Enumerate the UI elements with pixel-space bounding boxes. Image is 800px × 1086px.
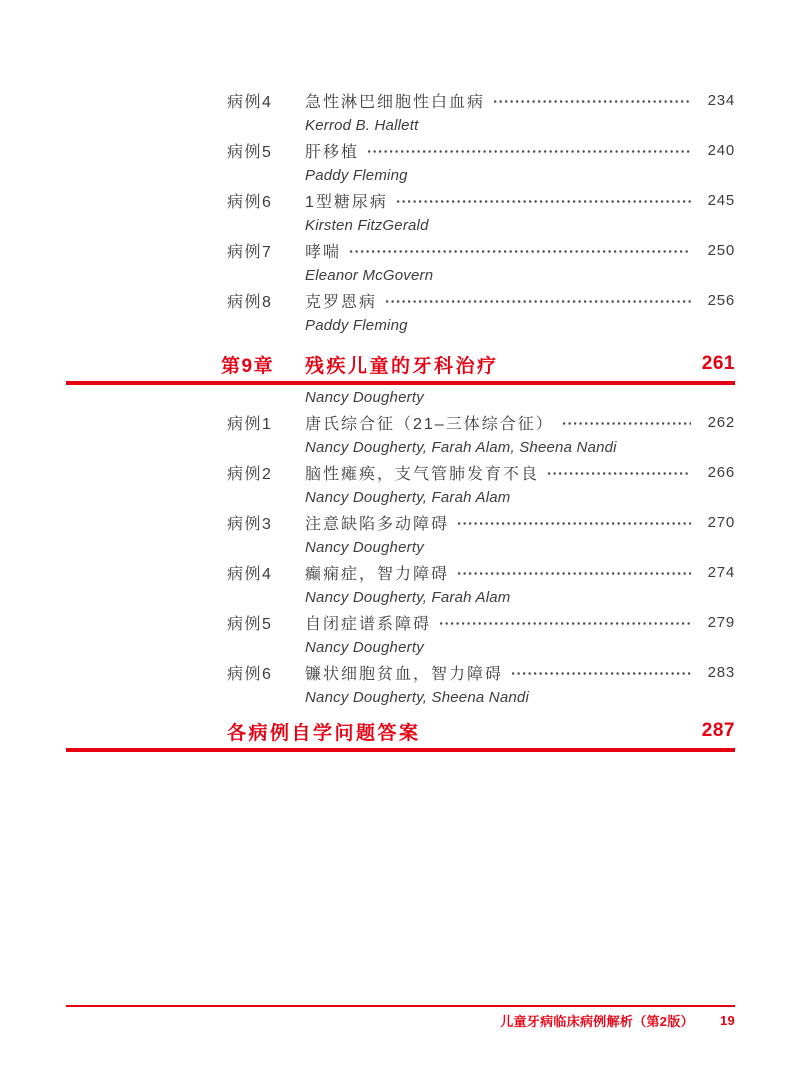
- case-title-row: [66, 138, 735, 163]
- answers-heading: [66, 718, 735, 744]
- case-page-number: 283: [707, 664, 735, 681]
- case-title: 肝移植: [305, 144, 360, 161]
- case-title-row: [66, 510, 735, 535]
- case-author-row: [66, 485, 735, 510]
- case-author-row: [66, 313, 735, 338]
- case-authors: Kirsten FitzGerald: [305, 217, 429, 234]
- case-title: 1型糖尿病: [305, 194, 388, 211]
- footer-text: [66, 1011, 735, 1030]
- case-page-number: 256: [707, 292, 735, 309]
- case-page-number: 279: [707, 614, 735, 631]
- case-title: 自闭症谱系障碍: [305, 616, 432, 633]
- toc-case-entry: [66, 510, 735, 560]
- case-authors: Nancy Dougherty: [305, 539, 424, 556]
- case-author-row: [66, 685, 735, 710]
- dot-leader: [548, 472, 691, 475]
- case-author-row: [66, 435, 735, 460]
- toc-case-entry: [66, 410, 735, 460]
- answers-section-rule: [66, 748, 735, 752]
- case-label: 病例5: [227, 616, 273, 633]
- case-title-row: [66, 560, 735, 585]
- toc-case-entry: [66, 460, 735, 510]
- case-label: 病例6: [227, 194, 273, 211]
- dot-leader: [350, 250, 691, 253]
- dot-leader: [386, 300, 691, 303]
- case-authors: Paddy Fleming: [305, 317, 408, 334]
- footer-rule: [66, 1005, 735, 1007]
- case-authors: Nancy Dougherty: [305, 639, 424, 656]
- case-page-number: 245: [707, 192, 735, 209]
- footer-page-number: 19: [719, 1012, 735, 1028]
- answers-title: 各病例自学问题答案: [227, 722, 421, 744]
- case-title-row: [66, 660, 735, 685]
- case-title-row: [66, 288, 735, 313]
- case-page-number: 240: [707, 142, 735, 159]
- dot-leader: [563, 422, 691, 425]
- chapter-page-number: 261: [701, 353, 735, 374]
- dot-leader: [368, 150, 691, 153]
- toc-case-entry: [66, 660, 735, 710]
- case-title-row: [66, 610, 735, 635]
- case-label: 病例4: [227, 94, 273, 111]
- case-page-number: 234: [707, 92, 735, 109]
- case-page-number: 262: [707, 414, 735, 431]
- toc-case-entry: [66, 138, 735, 188]
- dot-leader: [458, 572, 691, 575]
- dot-leader: [512, 672, 691, 675]
- case-authors: Nancy Dougherty, Farah Alam: [305, 489, 511, 506]
- case-title: 脑性瘫痪，支气管肺发育不良: [305, 466, 540, 483]
- dot-leader: [458, 522, 691, 525]
- case-author-row: [66, 263, 735, 288]
- case-label: 病例3: [227, 516, 273, 533]
- leading-cases-list: [66, 88, 735, 338]
- chapter-editor: Nancy Dougherty: [305, 389, 424, 406]
- toc-case-entry: [66, 288, 735, 338]
- dot-leader: [494, 100, 691, 103]
- case-label: 病例5: [227, 144, 273, 161]
- case-authors: Eleanor McGovern: [305, 267, 434, 284]
- chapter-cases-list: [66, 410, 735, 710]
- case-title: 哮喘: [305, 244, 342, 261]
- case-label: 病例6: [227, 666, 273, 683]
- case-title-row: [66, 238, 735, 263]
- case-label: 病例8: [227, 294, 273, 311]
- toc-case-entry: [66, 238, 735, 288]
- page-footer: [66, 1005, 735, 1030]
- toc-case-entry: [66, 560, 735, 610]
- toc-case-entry: [66, 188, 735, 238]
- case-author-row: [66, 163, 735, 188]
- dot-leader: [397, 200, 691, 203]
- footer-book-title: 儿童牙病临床病例解析（第2版）: [500, 1013, 694, 1029]
- chapter-label: 第9章: [221, 355, 275, 377]
- case-title: 唐氏综合征（21–三体综合征）: [305, 416, 554, 433]
- answers-page-number: 287: [701, 720, 735, 741]
- case-page-number: 266: [707, 464, 735, 481]
- chapter-heading: [66, 351, 735, 377]
- case-page-number: 274: [707, 564, 735, 581]
- case-title: 镰状细胞贫血，智力障碍: [305, 666, 504, 683]
- case-title: 癫痫症，智力障碍: [305, 566, 450, 583]
- case-label: 病例1: [227, 416, 273, 433]
- case-page-number: 270: [707, 514, 735, 531]
- toc-case-entry: [66, 88, 735, 138]
- case-title-row: [66, 460, 735, 485]
- case-authors: Paddy Fleming: [305, 167, 408, 184]
- case-authors: Nancy Dougherty, Sheena Nandi: [305, 689, 529, 706]
- case-title: 克罗恩病: [305, 294, 378, 311]
- case-label: 病例2: [227, 466, 273, 483]
- case-title: 急性淋巴细胞性白血病: [305, 94, 486, 111]
- case-authors: Nancy Dougherty, Farah Alam: [305, 589, 511, 606]
- case-title-row: [66, 188, 735, 213]
- chapter-editor-row: [66, 385, 735, 410]
- case-title-row: [66, 88, 735, 113]
- case-page-number: 250: [707, 242, 735, 259]
- case-label: 病例4: [227, 566, 273, 583]
- toc-content: [66, 88, 735, 752]
- case-author-row: [66, 213, 735, 238]
- case-title-row: [66, 410, 735, 435]
- case-authors: Nancy Dougherty, Farah Alam, Sheena Nandi: [305, 439, 617, 456]
- case-authors: Kerrod B. Hallett: [305, 117, 419, 134]
- chapter-title: 残疾儿童的牙科治疗: [305, 355, 499, 377]
- case-label: 病例7: [227, 244, 273, 261]
- case-title: 注意缺陷多动障碍: [305, 516, 450, 533]
- case-author-row: [66, 635, 735, 660]
- toc-case-entry: [66, 610, 735, 660]
- case-author-row: [66, 585, 735, 610]
- dot-leader: [440, 622, 691, 625]
- case-author-row: [66, 113, 735, 138]
- case-author-row: [66, 535, 735, 560]
